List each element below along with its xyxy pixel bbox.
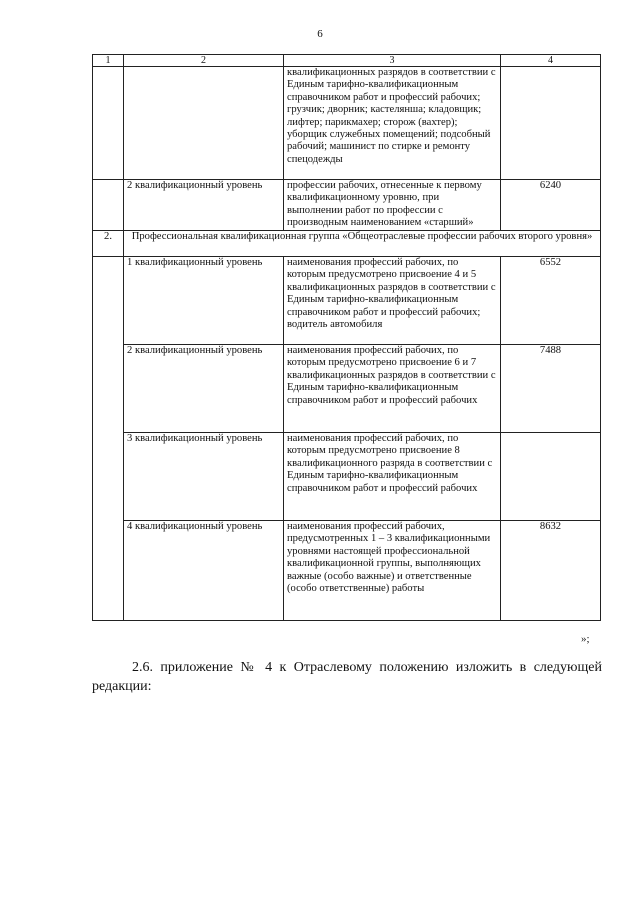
description-cell: наименования профессий рабочих, по которым предусмотрено присвоение 4 и 5 квалификационных разрядов в соответствии с Единым тарифно-квалификационным справочником работ и профессий рабочих; водитель автомобиля — [284, 257, 501, 345]
amendment-paragraph — [92, 658, 602, 696]
table-row — [93, 180, 601, 231]
salary-cell: 6240 — [501, 180, 601, 231]
column-header: 1 — [93, 55, 124, 67]
group-title-cell: Профессиональная квалификационная группа «Общеотраслевые профессии рабочих второго уровня» — [124, 231, 601, 257]
column-header: 2 — [124, 55, 284, 67]
salary-cell: 7488 — [501, 345, 601, 433]
level-cell — [124, 67, 284, 180]
table-header-row — [93, 55, 601, 67]
description-cell: наименования профессий рабочих, по которым предусмотрено присвоение 8 квалификационного разряда в соответствии с Единым тарифно-квалификационным справочником работ и профессий рабочих — [284, 433, 501, 521]
amendment-text: 2.6. приложение № 4 к Отраслевому положению изложить в следующей редакции: — [92, 660, 602, 694]
level-cell: 1 квалификационный уровень — [124, 257, 284, 345]
salary-cell — [501, 433, 601, 521]
column-header: 4 — [501, 55, 601, 67]
level-cell: 4 квалификационный уровень — [124, 521, 284, 621]
row-number-cell — [93, 257, 124, 621]
group-number-cell: 2. — [93, 231, 124, 257]
description-cell: наименования профессий рабочих, по которым предусмотрено присвоение 6 и 7 квалификационных разрядов в соответствии с Единым тарифно-квалификационным справочником работ и профессий рабочих — [284, 345, 501, 433]
group-header-row — [93, 231, 601, 257]
description-cell: квалификационных разрядов в соответствии с Единым тарифно-квалификационным справочником работ и профессий рабочих; грузчик; дворник; кастелянша; кладовщик; лифтер; парикмахер; сторож (вахтер); уборщик служебных помещений; подсобный рабочий; машинист по стирке и ремонту спецодежды — [284, 67, 501, 180]
description-cell: наименования профессий рабочих, предусмотренных 1 – 3 квалификационными уровнями настоящей профессиональной квалификационной группы, выполняющих важные (особо важные) и ответственные (особо ответственные) работы — [284, 521, 501, 621]
salary-cell: 6552 — [501, 257, 601, 345]
level-cell: 3 квалификационный уровень — [124, 433, 284, 521]
table-row — [93, 433, 601, 521]
qualification-table — [92, 54, 601, 621]
table-row — [93, 257, 601, 345]
salary-cell: 8632 — [501, 521, 601, 621]
closing-quote: »; — [581, 633, 590, 645]
description-cell: профессии рабочих, отнесенные к первому квалификационному уровню, при выполнении работ по профессии с производным наименованием «старший» — [284, 180, 501, 231]
row-number-cell — [93, 180, 124, 231]
page-number: 6 — [317, 28, 323, 40]
level-cell: 2 квалификационный уровень — [124, 180, 284, 231]
table-row — [93, 521, 601, 621]
column-header: 3 — [284, 55, 501, 67]
level-cell: 2 квалификационный уровень — [124, 345, 284, 433]
salary-cell — [501, 67, 601, 180]
row-number-cell — [93, 67, 124, 180]
table-row — [93, 67, 601, 180]
table-row — [93, 345, 601, 433]
